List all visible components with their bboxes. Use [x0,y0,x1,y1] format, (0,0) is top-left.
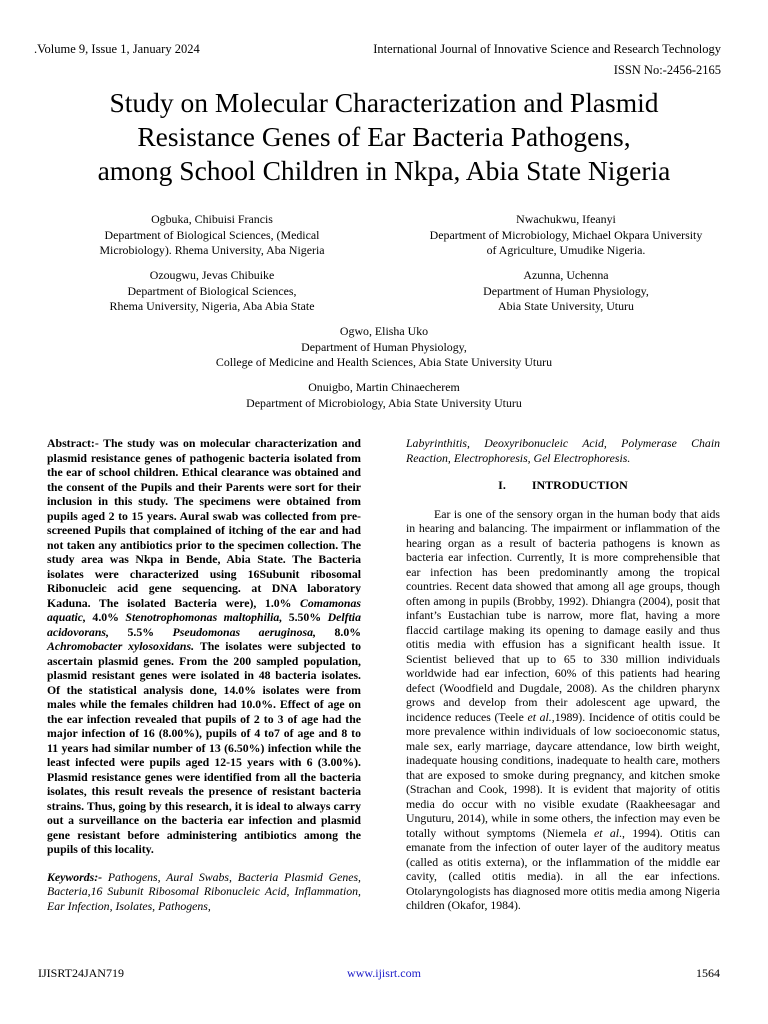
author-name: Ogwo, Elisha Uko [339,324,429,338]
section-title: INTRODUCTION [531,478,628,492]
right-column [406,436,720,913]
author-affiliation: Department of Human Physiology, [301,339,467,354]
author-affiliation: Microbiology). Rhema University, Aba Nigeria [99,243,325,257]
abstract-text: The isolates were subjected to ascertain plasmid genes. From the 200 sampled population, plasmid resistant genes were isolated in 48 bacteria isolates. Of the statistical analysis done, 14.0% isolates were from males while the females children had 10.0%. Effect of age on the ear infection revealed that pupils of 2 to 3 of age had the major infection of 16 (8.00%), pupils of 4 to7 of age and 8 to 11 years had similar number of 13 (6.50%) infection while the least infected were pupils aged 12-15 years with 6 (3.00%). Plasmid resistance genes were identified from all the bacteria isolates, this result reveals the presence of resistant bacteria strains. Thus, going by this research, it is ideal to always carry out a surveillance on the bacteria ear infection and plasmid gene resistant before administering antibiotics among the pupils of this locality. [47,639,362,856]
introduction-paragraph [406,507,720,913]
author-name: Nwachukwu, Ifeanyi [516,212,616,226]
keywords-continued: Labyrinthitis, Deoxyribonucleic Acid, Polymerase Chain Reaction, Electrophoresis, Gel Electrophoresis. [406,436,720,465]
paper-code: IJISRT24JAN719 [38,966,124,980]
paper-title [30,86,738,188]
journal-name: International Journal of Innovative Science and Research Technology [373,42,721,56]
title-line: among School Children in Nkpa, Abia State Nigeria [97,155,671,186]
percentage: 8.0% [334,624,362,639]
keywords-text: Pathogens, Aural Swabs, Bacteria Plasmid Genes, Bacteria,16 Subunit Ribosomal Ribonucleic Acid, Inflammation, Ear Infection, Isolates, Pathogens, [47,869,362,913]
intro-text: 1989). Incidence of otitis could be more prevalence within individuals of low socioeconomic status, male sex, early marriage, daycare attendance, low birth weight, inadequate housing conditions, inadequate to health care, mothers that are exposed to smoke during pregnancy, and kitchen smoke (Strachan and Cook, 1998). It is evident that majority of otitis media do occur with no visible exudate (Raakheesagar and Unguturu, 2014), while in some others, the infection may even be totally without symptoms (Niemela [406,709,720,840]
author-block [48,268,376,315]
author-name: Ozougwu, Jevas Chibuike [149,268,275,282]
intro-text: Ear is one of the sensory organ in the human body that aids in hearing and balancing. The impairment or inflammation of the hearing organ as a result of bacteria pathogens is known as bacteria ear infection. Currently, It is more comprehensible that ear infection has been predominantly among the tropical countries. Recent data showed that among all age groups, though often among in pupils (Brobby, 1992). Dhiangra (2004), posit that infant’s Eustachian tube is narrow, more flat, having a more flaccid cartilage making its opening to damage easily and thus otitis media with effusion has a significant health issue. It Scientist believed that up to 65 to 330 million individuals worldwide had ear infection, 60% of this patients had hearing defect (Woodfield and Dugdale, 2008). As the children pharynx grows and develop from their adolescent age upward, the incidence reduces (Teele [406,506,720,724]
volume-issue: .Volume 9, Issue 1, January 2024 [34,42,200,56]
title-line: Resistance Genes of Ear Bacteria Pathogens, [137,121,631,152]
author-block [34,324,734,371]
intro-italic: et al., [527,709,555,724]
author-affiliation: Abia State University, Uturu [498,299,634,313]
keywords-label: Keywords:- [47,869,103,884]
author-name: Onuigbo, Martin Chinaecherem [308,380,460,394]
author-affiliation: Rhema University, Nigeria, Aba Abia State [109,299,315,313]
author-affiliation: of Agriculture, Umudike Nigeria. [486,243,646,257]
author-affiliation: Department of Biological Sciences, (Medical [104,227,320,242]
percentage: 4.0% [92,610,119,624]
author-block [396,212,736,259]
percentage: 5.50% [288,610,322,624]
issn: ISSN No:-2456-2165 [613,63,721,77]
percentage: 5.5% [127,624,155,639]
author-block [396,268,736,315]
species-name: Stenotrophomonas maltophilia, [125,610,283,624]
journal-url-link[interactable]: www.ijisrt.com [347,966,421,980]
abstract-text: Abstract:- The study was on molecular characterization and plasmid resistance genes of pathogenic bacteria isolated from the ear of school children. Ethical clearance was obtained and the consent of the Pupils and their Parents were sort for their inclusion in this study. The specimens were obtained from pupils aged 2 to 15 years. Aural swab was collected from pre-screened Pupils that complained of itching of the ear and had not taken any antibiotics prior to the specimen collection. The study area was Nkpa in Bende, Abia State. The Bacteria isolates were characterized using 16Subunit ribosomal Ribonucleic acid gene sequencing. at DNA laboratory Kaduna. The isolated Bacteria were), 1.0% [47,436,361,610]
title-line: Study on Molecular Characterization and Plasmid [109,87,659,118]
species-name: Pseudomonas aeruginosa, [172,624,316,639]
species-name: Achromobacter xylosoxidans. [47,639,195,653]
left-column [47,436,361,913]
keywords [47,870,361,914]
page-number: 1564 [696,966,720,980]
intro-text: ., 1994). Otitis can emanate from the infection of outer layer of the auditory meatus (called as otitis externa), or the inflammation of the middle ear cavity, (called otitis media). in all the ear infections. Otolaryngologists has diagnosed more otitis media among Nigeria children (Okafor, 1984). [406,825,721,912]
section-heading [406,478,720,493]
author-affiliation: Department of Human Physiology, [483,283,649,298]
author-affiliation: College of Medicine and Health Sciences, Abia State University Uturu [215,355,553,369]
author-name: Azunna, Uchenna [523,268,609,282]
species-name: Comamonas aquatic, [47,595,361,624]
species-name: Delftia acidovorans, [47,610,361,639]
section-number: I. [498,478,506,492]
author-affiliation: Department of Microbiology, Abia State University Uturu [246,395,522,410]
abstract [47,436,361,857]
footer-link-wrap [0,966,768,981]
author-affiliation: Department of Microbiology, Michael Okpara University [429,227,703,242]
author-affiliation: Department of Biological Sciences, [127,283,297,298]
author-block [34,380,734,411]
intro-italic: et al [593,825,620,840]
author-block [48,212,376,259]
author-name: Ogbuka, Chibuisi Francis [151,212,273,226]
